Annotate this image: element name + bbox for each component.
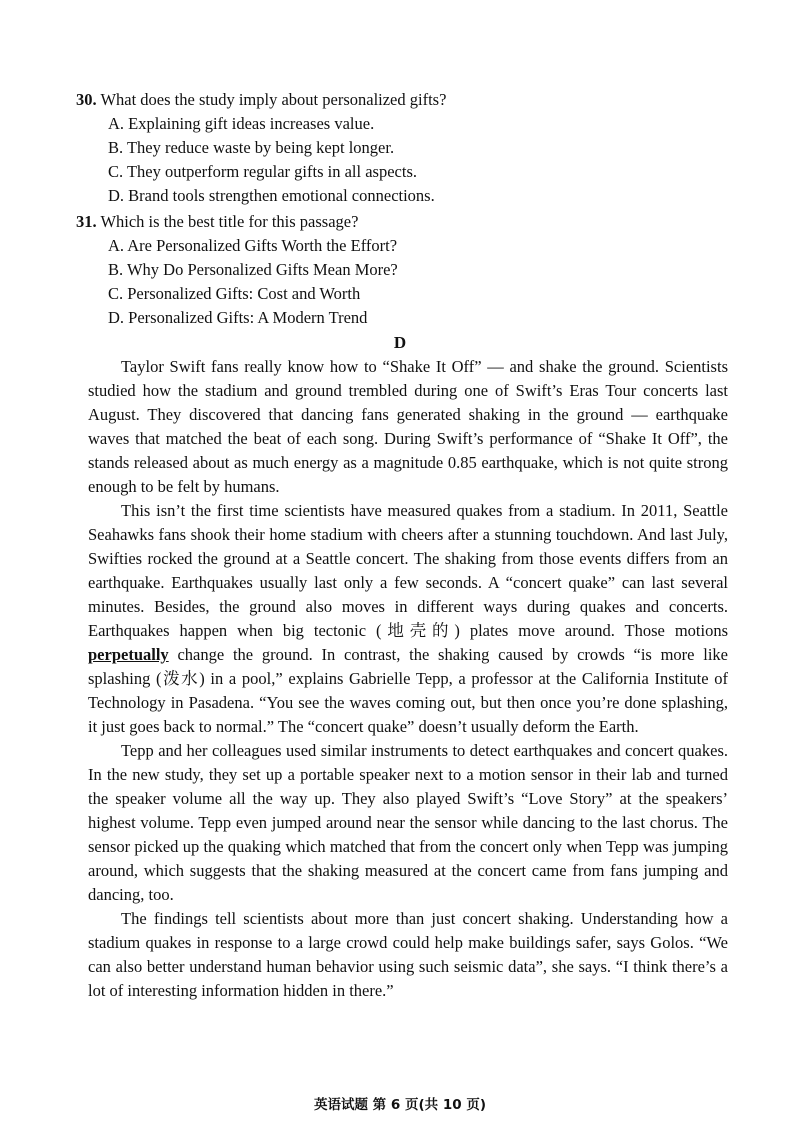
paragraph-2-text-before: This isn’t the first time scientists have measured quakes from a stadium. In 2011, Seattle Seahawks fans shook their home stadium with cheers after a stunning touchdown. And last July, Swifties rocked the ground at a Seattle concert. The shaking from those events differs from an earthquake. Earthquakes usually last only a few seconds. A “concert quake” can last several minutes. Besides, the ground also moves in different ways during quakes and concerts. Earthquakes happen when big tectonic (地壳的) plates move around. Those motions bbox=[88, 501, 728, 640]
paragraph-3: Tepp and her colleagues used similar instruments to detect earthquakes and concert quakes. In the new study, they set up a portable speaker next to a motion sensor in their lab and turned the speaker volume all the way up. They also played Swift’s “Love Story” at the speakers’ highest volume. Tepp even jumped around near the sensor while dancing to the last chorus. The sensor picked up the quaking which matched that from the concert only when Tepp was jumping around, which suggests that the shaking measured at the concert came from fans jumping and dancing, too. bbox=[88, 741, 728, 904]
paragraph-1: Taylor Swift fans really know how to “Shake It Off” — and shake the ground. Scientists studied how the stadium and ground trembled during one of Swift’s Eras Tour concerts last August. They discovered that dancing fans generated shaking in the ground — earthquake waves that matched the beat of each song. During Swift’s performance of “Shake It Off”, the stands released about as much energy as a magnitude 0.85 earthquake, which is not quite strong enough to be felt by humans. bbox=[88, 357, 728, 496]
question-30 bbox=[76, 88, 756, 208]
paragraph-4: The findings tell scientists about more than just concert shaking. Understanding how a stadium quakes in response to a large crowd could help make buildings safer, says Golos. “We can also better understand human behavior using such seismic data”, she says. “I think there’s a lot of interesting information hidden in there.” bbox=[88, 909, 728, 1000]
question-number: 31. bbox=[76, 212, 97, 231]
option-b: B. They reduce waste by being kept longer. bbox=[108, 138, 395, 157]
option-d: D. Personalized Gifts: A Modern Trend bbox=[108, 308, 368, 327]
question-number: 30. bbox=[76, 90, 97, 109]
question-stem: Which is the best title for this passage? bbox=[100, 212, 359, 231]
underlined-keyword: perpetually bbox=[88, 645, 169, 664]
option-d: D. Brand tools strengthen emotional connections. bbox=[108, 186, 435, 205]
option-a: A. Are Personalized Gifts Worth the Effort? bbox=[108, 236, 398, 255]
section-heading: D bbox=[393, 333, 407, 352]
page-footer: 英语试题 第 6 页(共 10 页) bbox=[313, 1097, 487, 1113]
paragraph-2-text-after: change the ground. In contrast, the shaking caused by crowds “is more like splashing (泼水) in a pool,” explains Gabrielle Tepp, a professor at the California Institute of Technology in Pasadena. “You see the waves coming out, but then once you’re done splashing, it just goes back to normal.” The “concert quake” doesn’t usually deform the Earth. bbox=[88, 645, 729, 736]
paragraph-2 bbox=[88, 499, 728, 739]
option-c: C. They outperform regular gifts in all aspects. bbox=[108, 162, 417, 181]
option-a: A. Explaining gift ideas increases value. bbox=[108, 114, 375, 133]
option-c: C. Personalized Gifts: Cost and Worth bbox=[108, 284, 361, 303]
option-b: B. Why Do Personalized Gifts Mean More? bbox=[108, 260, 398, 279]
question-31 bbox=[76, 210, 756, 330]
question-stem: What does the study imply about personalized gifts? bbox=[100, 90, 447, 109]
reading-passage bbox=[88, 355, 728, 1003]
